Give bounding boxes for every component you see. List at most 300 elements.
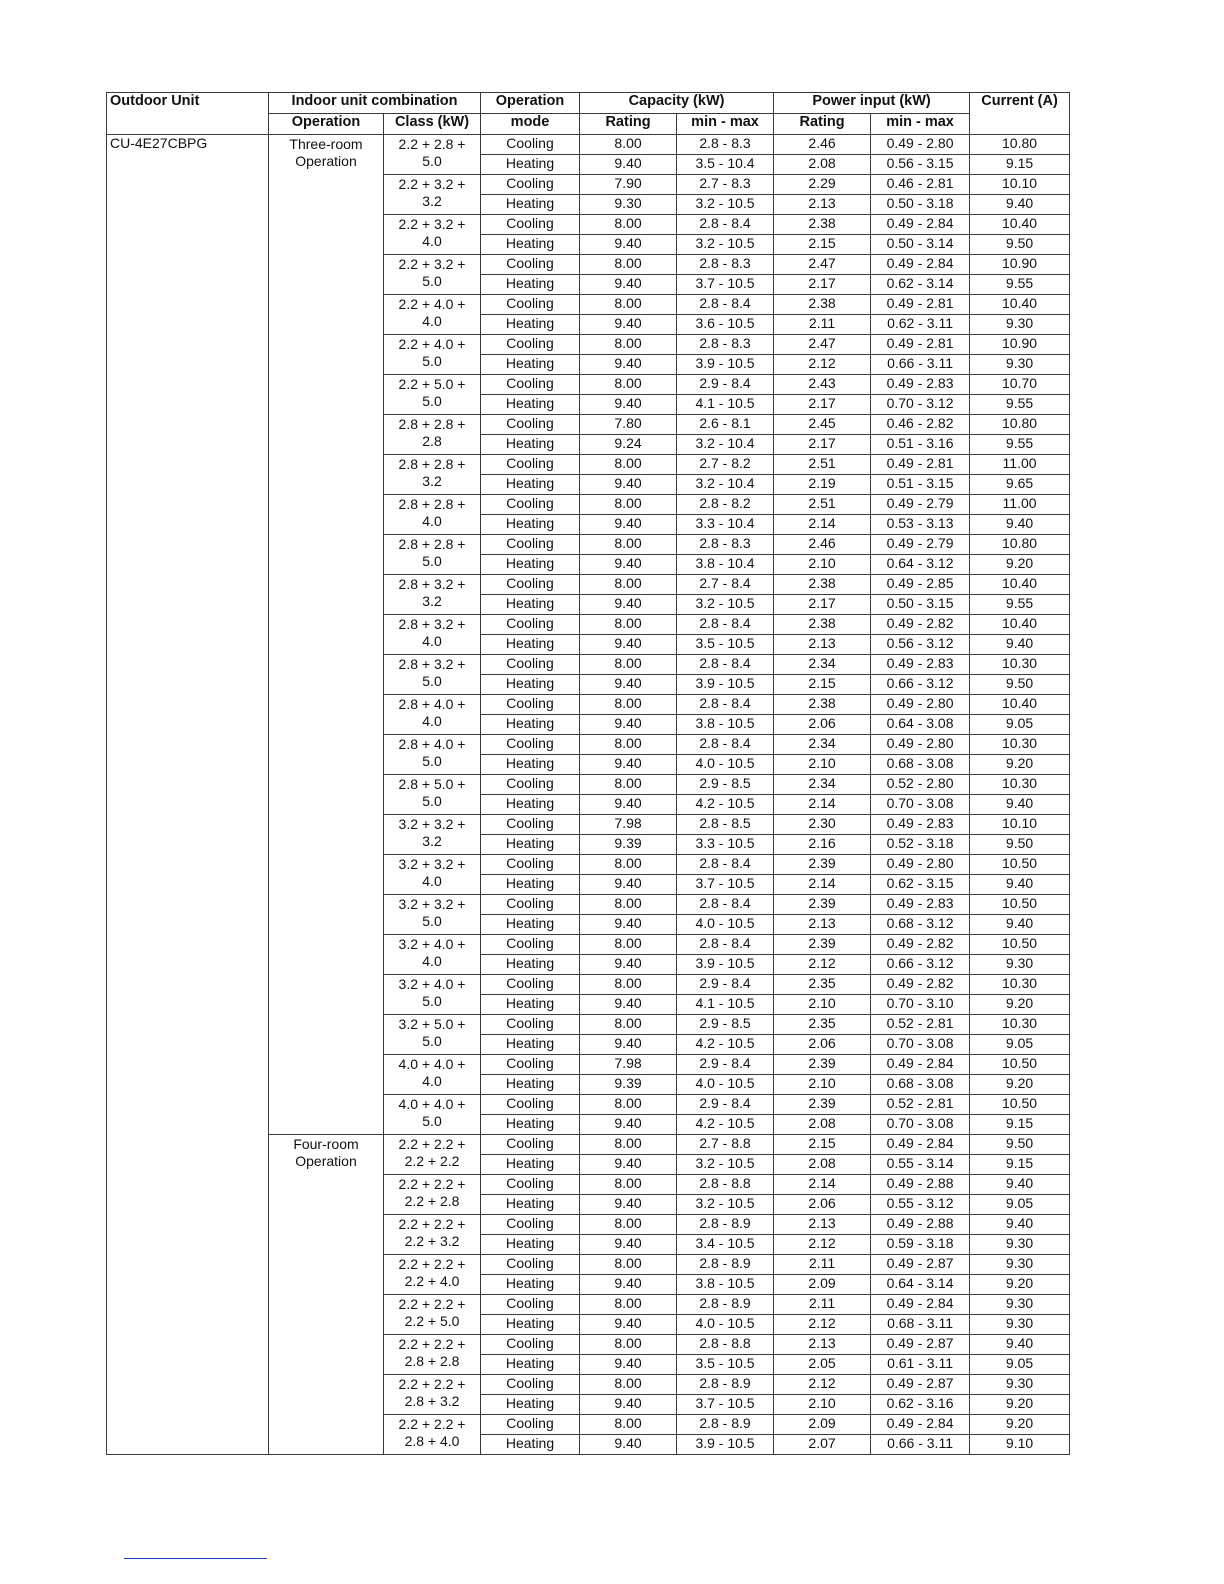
capacity-rating-cell: 9.40 xyxy=(580,515,677,535)
power-rating-cell: 2.13 xyxy=(774,1335,871,1355)
mode-cell: Cooling xyxy=(481,895,580,915)
current-cell: 10.30 xyxy=(970,975,1070,995)
power-rating-cell: 2.39 xyxy=(774,855,871,875)
current-cell: 9.50 xyxy=(970,235,1070,255)
mode-cell: Heating xyxy=(481,995,580,1015)
class-combination-cell xyxy=(384,615,481,655)
current-cell: 9.05 xyxy=(970,1355,1070,1375)
header-capacity: Capacity (kW) xyxy=(580,93,774,114)
power-rating-cell: 2.11 xyxy=(774,1255,871,1275)
current-cell: 11.00 xyxy=(970,495,1070,515)
spec-table xyxy=(106,92,1070,1455)
power-min-max-cell: 0.56 - 3.12 xyxy=(871,635,970,655)
class-combination-cell xyxy=(384,855,481,895)
current-cell: 9.10 xyxy=(970,1435,1070,1455)
power-rating-cell: 2.13 xyxy=(774,195,871,215)
capacity-min-max-cell: 2.8 - 8.2 xyxy=(677,495,774,515)
class-combination-line: 2.2 + 3.2 + xyxy=(398,216,466,232)
current-cell: 9.40 xyxy=(970,1215,1070,1235)
capacity-rating-cell: 8.00 xyxy=(580,615,677,635)
mode-cell: Heating xyxy=(481,1355,580,1375)
capacity-min-max-cell: 2.7 - 8.3 xyxy=(677,175,774,195)
class-combination-line: 2.8 + 3.2 + xyxy=(398,576,466,592)
current-cell: 9.30 xyxy=(970,1375,1070,1395)
power-min-max-cell: 0.62 - 3.16 xyxy=(871,1395,970,1415)
header-class: Class (kW) xyxy=(384,114,481,135)
mode-cell: Cooling xyxy=(481,695,580,715)
power-min-max-cell: 0.52 - 2.80 xyxy=(871,775,970,795)
capacity-rating-cell: 9.40 xyxy=(580,475,677,495)
class-combination-line: 2.2 + 2.2 + xyxy=(398,1336,466,1352)
operation-group-label: Three-room xyxy=(289,136,363,152)
current-cell: 10.30 xyxy=(970,735,1070,755)
power-rating-cell: 2.13 xyxy=(774,635,871,655)
power-rating-cell: 2.12 xyxy=(774,355,871,375)
capacity-rating-cell: 8.00 xyxy=(580,1295,677,1315)
capacity-min-max-cell: 2.8 - 8.4 xyxy=(677,295,774,315)
power-rating-cell: 2.43 xyxy=(774,375,871,395)
power-min-max-cell: 0.51 - 3.16 xyxy=(871,435,970,455)
power-rating-cell: 2.15 xyxy=(774,1135,871,1155)
capacity-rating-cell: 8.00 xyxy=(580,575,677,595)
capacity-rating-cell: 9.40 xyxy=(580,555,677,575)
power-rating-cell: 2.17 xyxy=(774,395,871,415)
power-rating-cell: 2.08 xyxy=(774,155,871,175)
power-rating-cell: 2.15 xyxy=(774,675,871,695)
capacity-min-max-cell: 2.8 - 8.3 xyxy=(677,535,774,555)
class-combination-cell xyxy=(384,575,481,615)
power-rating-cell: 2.38 xyxy=(774,295,871,315)
power-min-max-cell: 0.66 - 3.12 xyxy=(871,675,970,695)
current-cell: 9.50 xyxy=(970,675,1070,695)
power-min-max-cell: 0.49 - 2.81 xyxy=(871,455,970,475)
mode-cell: Cooling xyxy=(481,775,580,795)
power-min-max-cell: 0.53 - 3.13 xyxy=(871,515,970,535)
power-min-max-cell: 0.70 - 3.08 xyxy=(871,795,970,815)
power-rating-cell: 2.30 xyxy=(774,815,871,835)
class-combination-cell xyxy=(384,1335,481,1375)
power-min-max-cell: 0.49 - 2.82 xyxy=(871,935,970,955)
capacity-rating-cell: 7.80 xyxy=(580,415,677,435)
capacity-rating-cell: 8.00 xyxy=(580,135,677,155)
mode-cell: Cooling xyxy=(481,455,580,475)
class-combination-line: 2.2 + 2.2 + xyxy=(398,1216,466,1232)
class-combination-cell xyxy=(384,255,481,295)
capacity-rating-cell: 9.40 xyxy=(580,235,677,255)
capacity-min-max-cell: 2.9 - 8.4 xyxy=(677,375,774,395)
power-rating-cell: 2.35 xyxy=(774,1015,871,1035)
power-rating-cell: 2.11 xyxy=(774,315,871,335)
power-rating-cell: 2.09 xyxy=(774,1275,871,1295)
class-combination-cell xyxy=(384,1375,481,1415)
power-min-max-cell: 0.55 - 3.14 xyxy=(871,1155,970,1175)
capacity-rating-cell: 9.40 xyxy=(580,395,677,415)
power-min-max-cell: 0.46 - 2.82 xyxy=(871,415,970,435)
class-combination-line: 2.8 xyxy=(422,433,442,449)
power-rating-cell: 2.46 xyxy=(774,135,871,155)
power-min-max-cell: 0.49 - 2.82 xyxy=(871,975,970,995)
mode-cell: Heating xyxy=(481,1275,580,1295)
mode-cell: Heating xyxy=(481,915,580,935)
power-rating-cell: 2.16 xyxy=(774,835,871,855)
class-combination-cell xyxy=(384,215,481,255)
capacity-rating-cell: 8.00 xyxy=(580,215,677,235)
mode-cell: Cooling xyxy=(481,375,580,395)
footer-rule xyxy=(124,1558,267,1559)
current-cell: 10.90 xyxy=(970,335,1070,355)
class-combination-line: 4.0 xyxy=(422,633,442,649)
class-combination-line: 5.0 xyxy=(422,1113,442,1129)
current-cell: 9.05 xyxy=(970,1195,1070,1215)
power-min-max-cell: 0.66 - 3.12 xyxy=(871,955,970,975)
power-rating-cell: 2.10 xyxy=(774,995,871,1015)
class-combination-cell xyxy=(384,1135,481,1175)
current-cell: 9.40 xyxy=(970,195,1070,215)
power-rating-cell: 2.06 xyxy=(774,1195,871,1215)
capacity-rating-cell: 9.40 xyxy=(580,755,677,775)
power-min-max-cell: 0.49 - 2.84 xyxy=(871,1295,970,1315)
class-combination-line: 2.2 + 2.2 + xyxy=(398,1176,466,1192)
power-min-max-cell: 0.62 - 3.14 xyxy=(871,275,970,295)
power-rating-cell: 2.12 xyxy=(774,955,871,975)
capacity-min-max-cell: 2.8 - 8.4 xyxy=(677,935,774,955)
class-combination-cell xyxy=(384,1015,481,1055)
mode-cell: Cooling xyxy=(481,1255,580,1275)
current-cell: 9.05 xyxy=(970,715,1070,735)
capacity-min-max-cell: 3.3 - 10.4 xyxy=(677,515,774,535)
current-cell: 10.40 xyxy=(970,615,1070,635)
current-cell: 9.30 xyxy=(970,955,1070,975)
power-rating-cell: 2.17 xyxy=(774,275,871,295)
power-min-max-cell: 0.52 - 3.18 xyxy=(871,835,970,855)
capacity-rating-cell: 9.40 xyxy=(580,995,677,1015)
current-cell: 9.55 xyxy=(970,275,1070,295)
current-cell: 9.20 xyxy=(970,1415,1070,1435)
power-min-max-cell: 0.61 - 3.11 xyxy=(871,1355,970,1375)
power-rating-cell: 2.10 xyxy=(774,1395,871,1415)
class-combination-line: 4.0 + 4.0 + xyxy=(398,1056,466,1072)
capacity-min-max-cell: 2.8 - 8.5 xyxy=(677,815,774,835)
class-combination-line: 2.8 + 2.8 + xyxy=(398,456,466,472)
capacity-min-max-cell: 2.8 - 8.4 xyxy=(677,895,774,915)
capacity-min-max-cell: 3.7 - 10.5 xyxy=(677,275,774,295)
table-row xyxy=(107,135,1070,155)
power-min-max-cell: 0.49 - 2.79 xyxy=(871,535,970,555)
power-rating-cell: 2.05 xyxy=(774,1355,871,1375)
capacity-min-max-cell: 2.8 - 8.4 xyxy=(677,855,774,875)
class-combination-line: 4.0 xyxy=(422,513,442,529)
class-combination-cell xyxy=(384,535,481,575)
capacity-rating-cell: 9.40 xyxy=(580,1035,677,1055)
current-cell: 10.30 xyxy=(970,655,1070,675)
capacity-min-max-cell: 2.8 - 8.4 xyxy=(677,655,774,675)
class-combination-cell xyxy=(384,895,481,935)
power-min-max-cell: 0.64 - 3.12 xyxy=(871,555,970,575)
power-min-max-cell: 0.49 - 2.80 xyxy=(871,855,970,875)
class-combination-cell xyxy=(384,335,481,375)
power-min-max-cell: 0.70 - 3.10 xyxy=(871,995,970,1015)
class-combination-cell xyxy=(384,935,481,975)
power-min-max-cell: 0.49 - 2.80 xyxy=(871,135,970,155)
mode-cell: Cooling xyxy=(481,335,580,355)
class-combination-cell xyxy=(384,375,481,415)
current-cell: 9.20 xyxy=(970,995,1070,1015)
current-cell: 9.40 xyxy=(970,515,1070,535)
class-combination-line: 2.2 + 2.2 + xyxy=(398,1376,466,1392)
power-rating-cell: 2.09 xyxy=(774,1415,871,1435)
current-cell: 9.20 xyxy=(970,1075,1070,1095)
power-min-max-cell: 0.50 - 3.15 xyxy=(871,595,970,615)
power-min-max-cell: 0.46 - 2.81 xyxy=(871,175,970,195)
capacity-min-max-cell: 2.9 - 8.4 xyxy=(677,1095,774,1115)
current-cell: 10.30 xyxy=(970,1015,1070,1035)
power-rating-cell: 2.13 xyxy=(774,1215,871,1235)
mode-cell: Cooling xyxy=(481,1375,580,1395)
current-cell: 10.10 xyxy=(970,815,1070,835)
mode-cell: Cooling xyxy=(481,415,580,435)
capacity-rating-cell: 8.00 xyxy=(580,1415,677,1435)
capacity-rating-cell: 8.00 xyxy=(580,1375,677,1395)
power-rating-cell: 2.10 xyxy=(774,1075,871,1095)
mode-cell: Cooling xyxy=(481,495,580,515)
power-rating-cell: 2.14 xyxy=(774,795,871,815)
current-cell: 11.00 xyxy=(970,455,1070,475)
current-cell: 9.20 xyxy=(970,1395,1070,1415)
current-cell: 9.40 xyxy=(970,795,1070,815)
mode-cell: Heating xyxy=(481,435,580,455)
power-min-max-cell: 0.49 - 2.87 xyxy=(871,1335,970,1355)
class-combination-line: 4.0 xyxy=(422,713,442,729)
mode-cell: Cooling xyxy=(481,1015,580,1035)
mode-cell: Heating xyxy=(481,675,580,695)
class-combination-line: 3.2 + 3.2 + xyxy=(398,856,466,872)
capacity-min-max-cell: 2.8 - 8.8 xyxy=(677,1175,774,1195)
current-cell: 10.50 xyxy=(970,855,1070,875)
current-cell: 9.05 xyxy=(970,1035,1070,1055)
mode-cell: Cooling xyxy=(481,1135,580,1155)
mode-cell: Cooling xyxy=(481,615,580,635)
mode-cell: Cooling xyxy=(481,1095,580,1115)
capacity-rating-cell: 8.00 xyxy=(580,255,677,275)
capacity-min-max-cell: 2.8 - 8.3 xyxy=(677,135,774,155)
class-combination-line: 4.0 xyxy=(422,313,442,329)
capacity-min-max-cell: 2.8 - 8.3 xyxy=(677,255,774,275)
current-cell: 9.50 xyxy=(970,1135,1070,1155)
current-cell: 9.20 xyxy=(970,555,1070,575)
capacity-min-max-cell: 3.9 - 10.5 xyxy=(677,675,774,695)
capacity-min-max-cell: 2.7 - 8.4 xyxy=(677,575,774,595)
class-combination-cell xyxy=(384,695,481,735)
current-cell: 9.15 xyxy=(970,1115,1070,1135)
power-rating-cell: 2.51 xyxy=(774,495,871,515)
capacity-min-max-cell: 3.3 - 10.5 xyxy=(677,835,774,855)
capacity-min-max-cell: 2.7 - 8.8 xyxy=(677,1135,774,1155)
capacity-rating-cell: 9.40 xyxy=(580,1155,677,1175)
capacity-rating-cell: 7.98 xyxy=(580,1055,677,1075)
mode-cell: Heating xyxy=(481,515,580,535)
current-cell: 10.50 xyxy=(970,1095,1070,1115)
class-combination-line: 5.0 xyxy=(422,153,442,169)
capacity-min-max-cell: 3.8 - 10.5 xyxy=(677,1275,774,1295)
power-min-max-cell: 0.49 - 2.80 xyxy=(871,735,970,755)
class-combination-cell xyxy=(384,135,481,175)
class-combination-line: 4.0 xyxy=(422,233,442,249)
power-min-max-cell: 0.49 - 2.83 xyxy=(871,895,970,915)
class-combination-line: 4.0 xyxy=(422,873,442,889)
power-rating-cell: 2.19 xyxy=(774,475,871,495)
power-min-max-cell: 0.49 - 2.85 xyxy=(871,575,970,595)
current-cell: 10.80 xyxy=(970,135,1070,155)
capacity-min-max-cell: 2.8 - 8.9 xyxy=(677,1415,774,1435)
current-cell: 9.40 xyxy=(970,915,1070,935)
header-row-1 xyxy=(107,93,1070,114)
header-capacity-rating: Rating xyxy=(580,114,677,135)
capacity-min-max-cell: 2.8 - 8.4 xyxy=(677,615,774,635)
capacity-rating-cell: 9.40 xyxy=(580,595,677,615)
capacity-min-max-cell: 3.9 - 10.5 xyxy=(677,355,774,375)
capacity-rating-cell: 9.40 xyxy=(580,1435,677,1455)
power-min-max-cell: 0.68 - 3.12 xyxy=(871,915,970,935)
mode-cell: Heating xyxy=(481,1155,580,1175)
power-min-max-cell: 0.52 - 2.81 xyxy=(871,1015,970,1035)
capacity-min-max-cell: 2.8 - 8.9 xyxy=(677,1295,774,1315)
mode-cell: Heating xyxy=(481,1315,580,1335)
mode-cell: Heating xyxy=(481,395,580,415)
mode-cell: Heating xyxy=(481,235,580,255)
power-rating-cell: 2.47 xyxy=(774,335,871,355)
capacity-rating-cell: 8.00 xyxy=(580,1015,677,1035)
current-cell: 10.40 xyxy=(970,215,1070,235)
capacity-rating-cell: 7.90 xyxy=(580,175,677,195)
mode-cell: Heating xyxy=(481,1235,580,1255)
capacity-min-max-cell: 2.9 - 8.5 xyxy=(677,775,774,795)
capacity-min-max-cell: 2.8 - 8.4 xyxy=(677,215,774,235)
capacity-min-max-cell: 3.2 - 10.5 xyxy=(677,595,774,615)
power-min-max-cell: 0.49 - 2.84 xyxy=(871,215,970,235)
power-rating-cell: 2.35 xyxy=(774,975,871,995)
class-combination-line: 2.8 + 3.2 + xyxy=(398,616,466,632)
current-cell: 10.50 xyxy=(970,935,1070,955)
capacity-min-max-cell: 3.6 - 10.5 xyxy=(677,315,774,335)
current-cell: 9.30 xyxy=(970,1315,1070,1335)
mode-cell: Heating xyxy=(481,315,580,335)
class-combination-line: 2.2 + 2.2 + xyxy=(398,1256,466,1272)
capacity-min-max-cell: 2.8 - 8.4 xyxy=(677,735,774,755)
class-combination-cell xyxy=(384,495,481,535)
class-combination-line: 3.2 + 3.2 + xyxy=(398,896,466,912)
class-combination-line: 2.2 + 2.2 xyxy=(404,1153,460,1169)
current-cell: 10.30 xyxy=(970,775,1070,795)
capacity-rating-cell: 9.40 xyxy=(580,715,677,735)
power-min-max-cell: 0.64 - 3.14 xyxy=(871,1275,970,1295)
power-rating-cell: 2.47 xyxy=(774,255,871,275)
power-min-max-cell: 0.49 - 2.80 xyxy=(871,695,970,715)
class-combination-line: 3.2 xyxy=(422,593,442,609)
power-rating-cell: 2.14 xyxy=(774,1175,871,1195)
power-min-max-cell: 0.49 - 2.83 xyxy=(871,375,970,395)
header-power-input: Power input (kW) xyxy=(774,93,970,114)
mode-cell: Cooling xyxy=(481,655,580,675)
class-combination-line: 3.2 + 5.0 + xyxy=(398,1016,466,1032)
capacity-rating-cell: 9.40 xyxy=(580,795,677,815)
current-cell: 9.30 xyxy=(970,1235,1070,1255)
mode-cell: Cooling xyxy=(481,1415,580,1435)
class-combination-line: 2.8 + 5.0 + xyxy=(398,776,466,792)
class-combination-cell xyxy=(384,455,481,495)
class-combination-cell xyxy=(384,655,481,695)
class-combination-line: 2.8 + 3.2 xyxy=(404,1393,460,1409)
class-combination-line: 3.2 xyxy=(422,833,442,849)
class-combination-line: 3.2 xyxy=(422,473,442,489)
current-cell: 9.65 xyxy=(970,475,1070,495)
power-rating-cell: 2.08 xyxy=(774,1155,871,1175)
capacity-min-max-cell: 4.2 - 10.5 xyxy=(677,1035,774,1055)
power-rating-cell: 2.14 xyxy=(774,875,871,895)
mode-cell: Heating xyxy=(481,755,580,775)
capacity-min-max-cell: 4.0 - 10.5 xyxy=(677,915,774,935)
capacity-rating-cell: 8.00 xyxy=(580,1335,677,1355)
mode-cell: Heating xyxy=(481,195,580,215)
power-min-max-cell: 0.66 - 3.11 xyxy=(871,1435,970,1455)
capacity-rating-cell: 9.40 xyxy=(580,675,677,695)
mode-cell: Cooling xyxy=(481,1175,580,1195)
capacity-min-max-cell: 2.8 - 8.3 xyxy=(677,335,774,355)
mode-cell: Cooling xyxy=(481,1295,580,1315)
power-min-max-cell: 0.70 - 3.08 xyxy=(871,1115,970,1135)
power-rating-cell: 2.07 xyxy=(774,1435,871,1455)
class-combination-line: 2.2 + 4.0 xyxy=(404,1273,460,1289)
power-rating-cell: 2.45 xyxy=(774,415,871,435)
capacity-min-max-cell: 3.2 - 10.5 xyxy=(677,1195,774,1215)
current-cell: 9.40 xyxy=(970,1335,1070,1355)
power-rating-cell: 2.12 xyxy=(774,1235,871,1255)
capacity-min-max-cell: 3.8 - 10.4 xyxy=(677,555,774,575)
power-rating-cell: 2.11 xyxy=(774,1295,871,1315)
mode-cell: Cooling xyxy=(481,135,580,155)
power-min-max-cell: 0.49 - 2.81 xyxy=(871,335,970,355)
class-combination-line: 4.0 + 4.0 + xyxy=(398,1096,466,1112)
current-cell: 9.15 xyxy=(970,1155,1070,1175)
power-rating-cell: 2.39 xyxy=(774,1055,871,1075)
capacity-rating-cell: 9.40 xyxy=(580,875,677,895)
capacity-min-max-cell: 3.4 - 10.5 xyxy=(677,1235,774,1255)
capacity-rating-cell: 8.00 xyxy=(580,375,677,395)
class-combination-line: 2.2 + 3.2 xyxy=(404,1233,460,1249)
capacity-rating-cell: 9.24 xyxy=(580,435,677,455)
power-min-max-cell: 0.49 - 2.84 xyxy=(871,1055,970,1075)
power-min-max-cell: 0.52 - 2.81 xyxy=(871,1095,970,1115)
class-combination-line: 2.2 + 4.0 + xyxy=(398,296,466,312)
class-combination-line: 2.8 + 4.0 xyxy=(404,1433,460,1449)
power-min-max-cell: 0.64 - 3.08 xyxy=(871,715,970,735)
current-cell: 9.20 xyxy=(970,755,1070,775)
current-cell: 9.40 xyxy=(970,635,1070,655)
capacity-rating-cell: 9.40 xyxy=(580,915,677,935)
class-combination-line: 2.2 + 3.2 + xyxy=(398,176,466,192)
power-rating-cell: 2.38 xyxy=(774,695,871,715)
mode-cell: Heating xyxy=(481,275,580,295)
capacity-rating-cell: 8.00 xyxy=(580,975,677,995)
current-cell: 9.30 xyxy=(970,315,1070,335)
capacity-rating-cell: 9.40 xyxy=(580,1275,677,1295)
mode-cell: Cooling xyxy=(481,215,580,235)
class-combination-line: 3.2 + 4.0 + xyxy=(398,936,466,952)
power-rating-cell: 2.39 xyxy=(774,1095,871,1115)
header-capacity-min-max: min - max xyxy=(677,114,774,135)
current-cell: 9.15 xyxy=(970,155,1070,175)
class-combination-line: 5.0 xyxy=(422,553,442,569)
class-combination-line: 2.2 + 3.2 + xyxy=(398,256,466,272)
